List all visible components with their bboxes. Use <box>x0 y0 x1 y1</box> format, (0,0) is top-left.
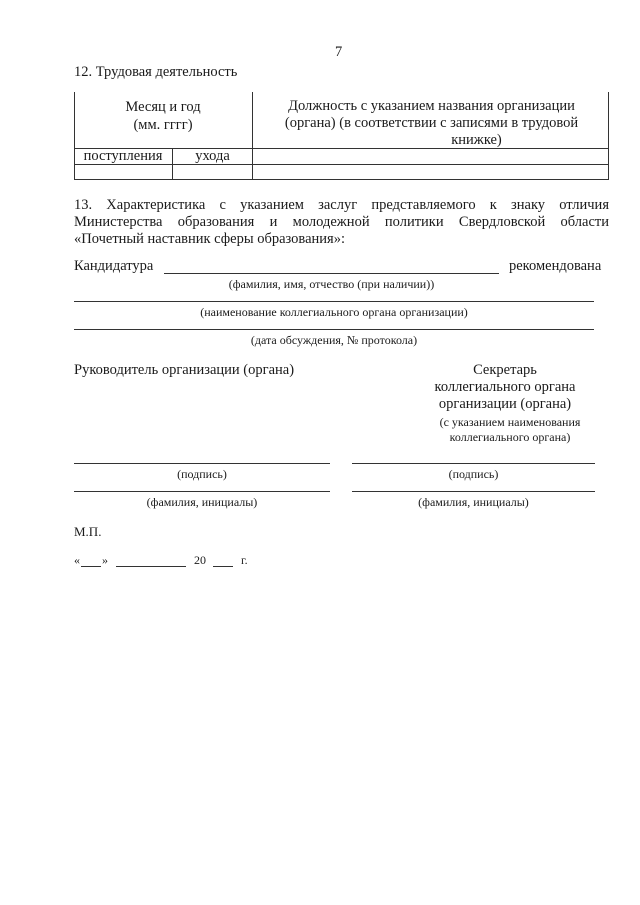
col-position-header <box>254 98 609 149</box>
col-position-line3: книжке) <box>451 132 502 148</box>
secretary-line2: коллегиального органа <box>434 379 576 395</box>
page-number: 7 <box>335 44 343 60</box>
secretary-initials-field[interactable] <box>352 491 595 492</box>
candidate-label: Кандидатура <box>74 258 154 274</box>
secretary-note-line1: (с указанием наименования <box>439 415 581 429</box>
section-13-line1: 13. Характеристика с указанием заслуг представляемого к знаку отличия <box>74 197 609 213</box>
hint-initials-left: (фамилия, инициалы) <box>146 495 258 509</box>
head-initials-field[interactable] <box>74 491 330 492</box>
date-month-field[interactable] <box>116 566 186 567</box>
col-position-line2: (органа) (в соответствии с записями в трудовой <box>284 115 579 131</box>
date-day-field[interactable] <box>81 566 101 567</box>
secretary-title <box>400 362 610 413</box>
section-13-line2: Министерства образования и молодежной политики Свердловской области <box>74 214 609 230</box>
discussion-date-field[interactable] <box>74 329 594 330</box>
secretary-line1: Секретарь <box>473 362 537 378</box>
employment-table <box>74 92 609 180</box>
stamp-label: М.П. <box>74 524 102 539</box>
section-13-line3: «Почетный наставник сферы образования»: <box>74 231 345 247</box>
col-month-year-line2: (мм. гггг) <box>133 117 193 133</box>
secretary-note <box>410 415 610 445</box>
recommended-label: рекомендована <box>509 258 602 274</box>
hint-date: (дата обсуждения, № протокола) <box>250 333 418 347</box>
date-year-suffix: г. <box>241 553 248 567</box>
col-month-year-header <box>74 98 252 134</box>
secretary-signature-field[interactable] <box>352 463 595 464</box>
candidate-fio-field[interactable] <box>164 273 499 274</box>
date-open-quote: « <box>74 553 80 567</box>
col-start-header: поступления <box>83 148 163 164</box>
hint-fio: (фамилия, имя, отчество (при наличии)) <box>228 277 435 291</box>
collegial-body-field[interactable] <box>74 301 594 302</box>
section-13-text <box>74 197 609 248</box>
section-12-heading: 12. Трудовая деятельность <box>74 64 238 80</box>
hint-collegial: (наименование коллегиального органа организации) <box>200 305 468 319</box>
date-close-quote: » <box>102 553 108 567</box>
hint-signature-left: (подпись) <box>177 467 227 481</box>
col-position-line1: Должность с указанием названия организации <box>288 98 575 114</box>
head-title: Руководитель организации (органа) <box>74 362 295 378</box>
col-end-header: ухода <box>195 148 230 164</box>
head-signature-field[interactable] <box>74 463 330 464</box>
col-month-year-line1: Месяц и год <box>125 99 201 115</box>
hint-signature-right: (подпись) <box>448 467 499 481</box>
hint-initials-right: (фамилия, инициалы) <box>418 495 529 509</box>
secretary-note-line2: коллегиального органа) <box>449 430 571 444</box>
date-year-prefix: 20 <box>194 553 206 567</box>
secretary-line3: организации (органа) <box>438 396 572 412</box>
date-year-field[interactable] <box>213 566 233 567</box>
